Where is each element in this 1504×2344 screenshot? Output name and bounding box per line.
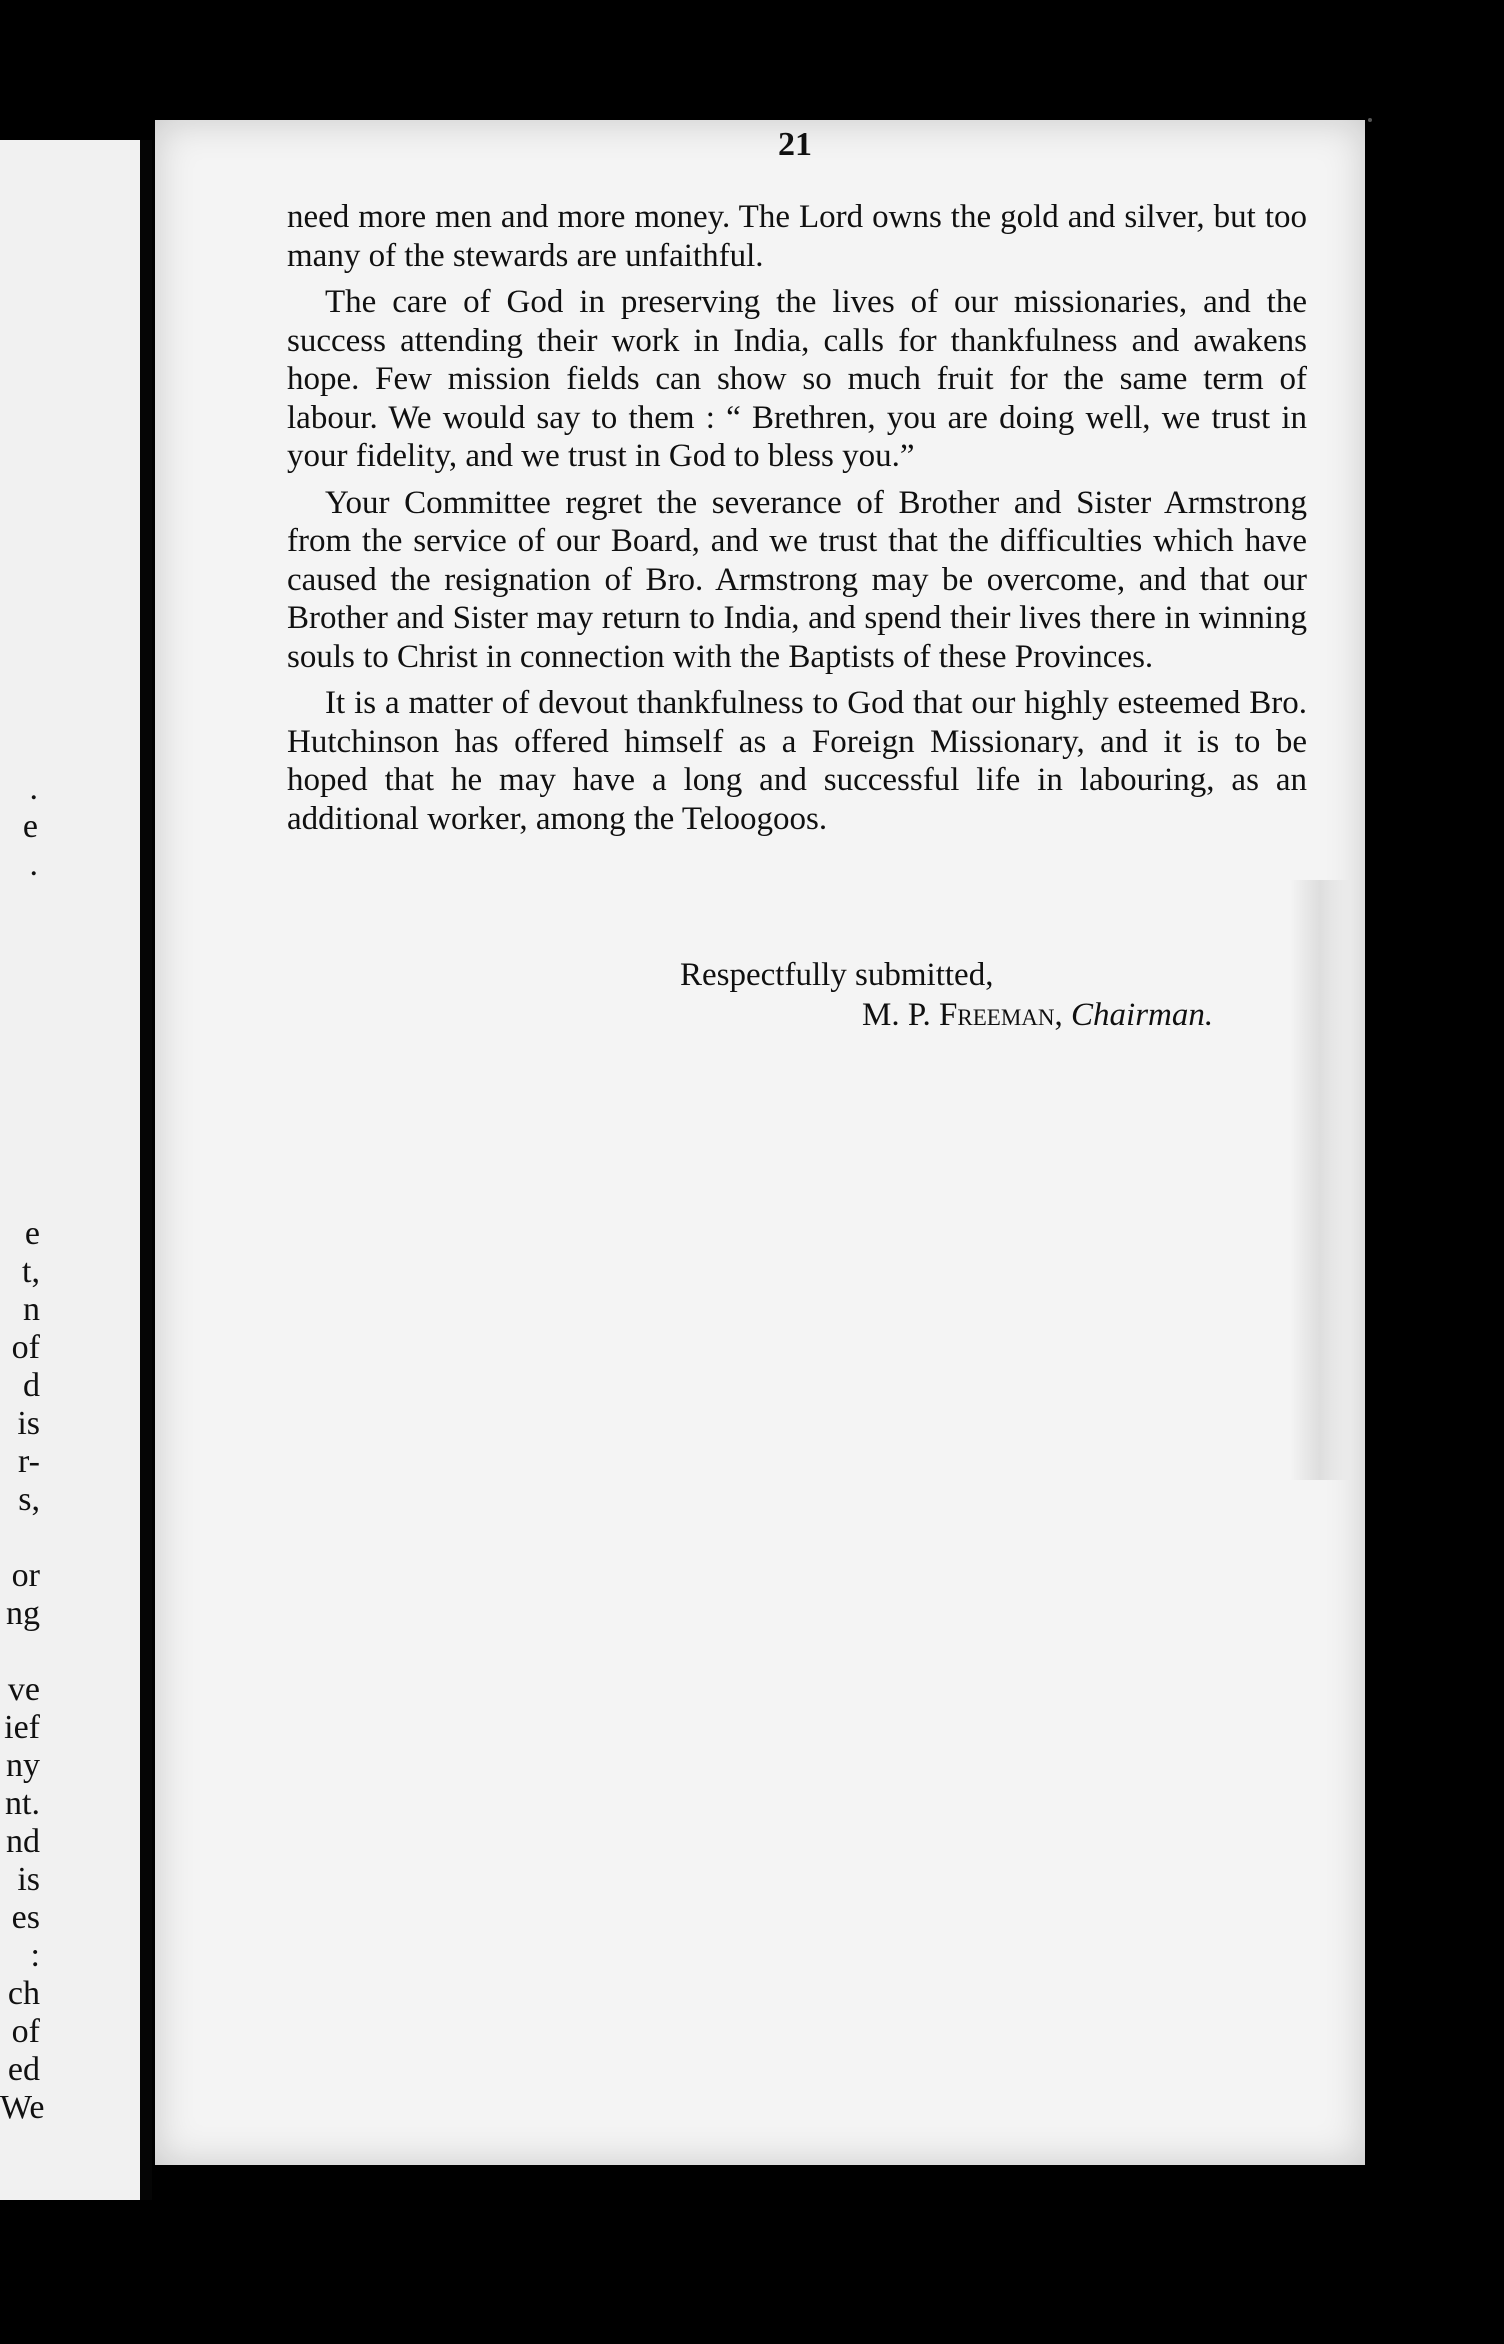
previous-page-line-fragment: is (17, 1861, 40, 1898)
previous-page-line-fragment: ny (6, 1747, 40, 1784)
signer-name: M. P. Freeman, (862, 997, 1063, 1033)
previous-page-line-fragment: ng (6, 1595, 40, 1632)
signer-title: Chairman. (1071, 997, 1214, 1033)
scan-speck (1368, 118, 1372, 122)
previous-page-line-fragment: ve (7, 1671, 40, 1708)
previous-page-line-fragment: es : (11, 1899, 40, 1974)
previous-page-line-fragment (0, 1519, 150, 1557)
previous-page-text-upper (0, 770, 150, 884)
previous-page-line-fragment: nt. (5, 1785, 40, 1822)
signature-line (670, 995, 1270, 1035)
previous-page-line-fragment: n (23, 1291, 40, 1328)
paragraph-care-of-god: The care of God in preserving the lives of our missionaries, and the success attending their work in India, calls for thankfulness and awakens hope. Few mission fields can show so much fruit for the same term of labour. We would say to them : “ Brethren, you are doing well, we trust in your fidelity, and we trust in God to bless you.” (287, 284, 1307, 474)
previous-page-line-fragment: We (0, 2089, 45, 2126)
paragraph-armstrong: Your Committee regret the severance of Brother and Sister Armstrong from the service of our Board, and we trust that the difficulties which have caused the resignation of Bro. Armstrong may be overcome, and that our Brother and Sister may return to India, and spend their lives there in winning souls to Christ in connection with the Baptists of these Provinces. (287, 484, 1307, 675)
previous-page-line-fragment: r- (18, 1443, 40, 1480)
previous-page-line-fragment: is (17, 1405, 40, 1442)
previous-page-line-fragment: ief (4, 1709, 40, 1746)
body-text (287, 198, 1307, 838)
previous-page-line-fragment: . (29, 770, 38, 807)
previous-page-line-fragment: ed (7, 2051, 40, 2088)
paragraph-continuation: need more men and more money. The Lord owns the gold and silver, but too many of the stewards are unfaithful. (287, 199, 1307, 274)
previous-page-line-fragment: e (24, 1215, 40, 1252)
previous-page-line-fragment: ch (7, 1975, 40, 2012)
page-number: 21 (778, 126, 812, 163)
previous-page-line-fragment (0, 1633, 150, 1671)
previous-page-line-fragment: or (11, 1557, 40, 1594)
previous-page-line-fragment: t, (22, 1253, 40, 1290)
closing-line: Respectfully submitted, (680, 957, 994, 993)
previous-page-line-fragment: s, (18, 1481, 40, 1518)
page-edge-shadow (1290, 880, 1350, 1480)
previous-page-line-fragment: . (29, 846, 38, 883)
previous-page-text-lower (0, 1215, 150, 2127)
paragraph-hutchinson: It is a matter of devout thankfulness to God that our highly esteemed Bro. Hutchinson has offered himself as a Foreign Missionary, and it is to be hoped that he may have a long and successful life in labouring, as an additional worker, among the Teloogoos. (287, 685, 1307, 837)
previous-page-line-fragment: e (22, 808, 38, 845)
signoff (670, 955, 1270, 1035)
previous-page-line-fragment: d (23, 1367, 40, 1404)
previous-page-line-fragment: nd (6, 1823, 40, 1860)
previous-page-line-fragment: of (11, 1329, 40, 1366)
previous-page-line-fragment: of (11, 2013, 40, 2050)
